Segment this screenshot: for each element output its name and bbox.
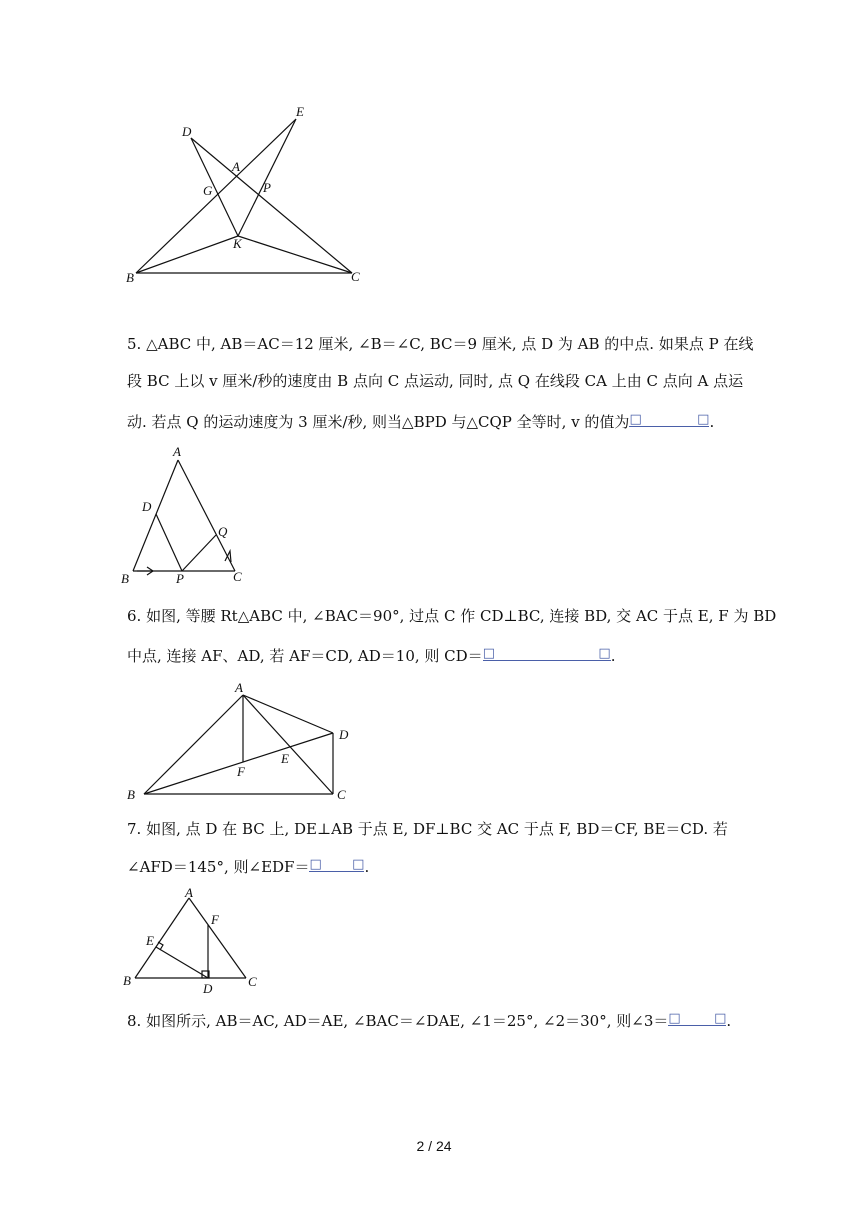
- blank-box-left: □: [309, 857, 322, 872]
- figure-q7-svg: [115, 885, 275, 995]
- figure-q7: [115, 885, 275, 999]
- label-E: E: [146, 933, 154, 948]
- label-Q: Q: [218, 524, 228, 539]
- label-E: E: [281, 751, 289, 766]
- label-A: A: [232, 159, 240, 174]
- label-A: A: [185, 885, 193, 900]
- q5-line2: 段 BC 上以 v 厘米/秒的速度由 B 点向 C 点运动, 同时, 点 Q 在线段 CA 上由 C 点向 A 点运: [127, 372, 744, 390]
- answer-blank-q6[interactable]: [483, 644, 611, 661]
- label-C: C: [351, 269, 360, 284]
- label-E: E: [296, 104, 304, 119]
- answer-blank-q5[interactable]: [629, 410, 709, 427]
- q5-line3-text: 动. 若点 Q 的运动速度为 3 厘米/秒, 则当△BPD 与△CQP 全等时, v 的值为: [127, 413, 630, 431]
- q7-line2-text: ∠AFD＝145°, 则∠EDF＝: [127, 858, 310, 876]
- q6-line1: 6. 如图, 等腰 Rt△ABC 中, ∠BAC＝90°, 过点 C 作 CD⊥BC, 连接 BD, 交 AC 于点 E, F 为 BD: [127, 607, 777, 625]
- answer-blank-q7[interactable]: [309, 855, 364, 872]
- q7-line1: 7. 如图, 点 D 在 BC 上, DE⊥AB 于点 E, DF⊥BC 交 AC 于点 F, BD＝CF, BE＝CD. 若: [127, 820, 728, 838]
- label-G: G: [203, 183, 213, 198]
- label-D: D: [203, 981, 213, 996]
- label-D: D: [339, 727, 349, 742]
- label-A: A: [235, 680, 243, 695]
- label-B: B: [121, 571, 129, 586]
- q8-line1-end: .: [726, 1012, 732, 1030]
- blank-box-right: □: [352, 857, 365, 872]
- label-B: B: [126, 270, 134, 285]
- figure-q4-svg: [120, 100, 380, 290]
- figure-q6-svg: [120, 675, 370, 810]
- label-D: D: [182, 124, 192, 139]
- label-C: C: [233, 569, 242, 584]
- label-F: F: [237, 764, 245, 779]
- blank-box-left: □: [668, 1011, 681, 1026]
- blank-box-right: □: [697, 412, 710, 427]
- q7-line2: [127, 855, 369, 877]
- figure-q5: [115, 440, 255, 594]
- blank-box-right: □: [714, 1011, 727, 1026]
- label-K: K: [233, 236, 242, 251]
- label-C: C: [248, 974, 257, 989]
- q8-line1: [127, 1009, 731, 1031]
- blank-box-left: □: [482, 646, 495, 661]
- label-P: P: [263, 180, 271, 195]
- label-F: F: [211, 912, 219, 927]
- label-B: B: [127, 787, 135, 802]
- q6-line2: [127, 644, 615, 666]
- q6-line2-end: .: [610, 647, 616, 665]
- label-D: D: [142, 499, 152, 514]
- q5-line3-end: .: [709, 413, 715, 431]
- figure-q4: [120, 100, 380, 294]
- answer-blank-q8[interactable]: [668, 1009, 726, 1026]
- blank-box-right: □: [598, 646, 611, 661]
- label-P: P: [176, 571, 184, 586]
- q5-line3: [127, 410, 714, 432]
- figure-q5-svg: [115, 440, 255, 590]
- blank-box-left: □: [629, 412, 642, 427]
- q8-line1-text: 8. 如图所示, AB＝AC, AD＝AE, ∠BAC＝∠DAE, ∠1＝25°, ∠2＝30°, 则∠3＝: [127, 1012, 669, 1030]
- figure-q6: [120, 675, 370, 814]
- q6-line2-text: 中点, 连接 AF、AD, 若 AF＝CD, AD＝10, 则 CD＝: [127, 647, 483, 665]
- page-number: 2 / 24: [416, 1138, 452, 1154]
- label-C: C: [337, 787, 346, 802]
- label-B: B: [123, 973, 131, 988]
- q7-line2-end: .: [364, 858, 370, 876]
- label-A: A: [173, 444, 181, 459]
- q5-line1: 5. △ABC 中, AB＝AC＝12 厘米, ∠B＝∠C, BC＝9 厘米, 点 D 为 AB 的中点. 如果点 P 在线: [127, 335, 754, 353]
